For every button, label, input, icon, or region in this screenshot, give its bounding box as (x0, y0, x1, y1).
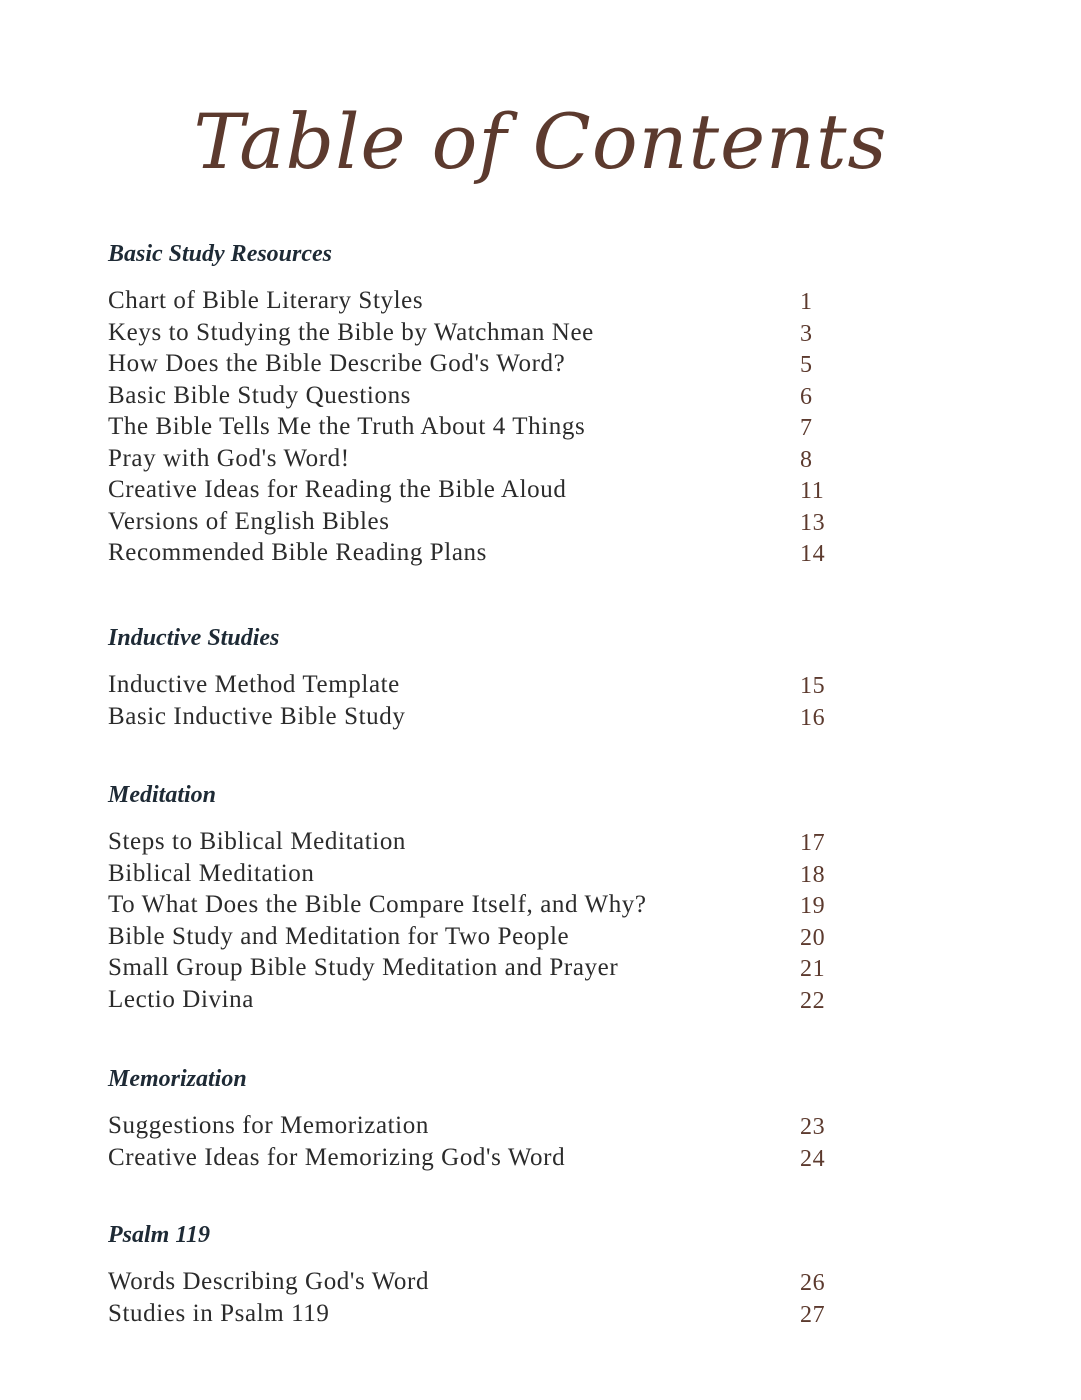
entry-page-number: 8 (800, 446, 813, 473)
section-heading: Psalm 119 (108, 1222, 211, 1248)
toc-entry[interactable] (108, 380, 848, 412)
section-heading: Basic Study Resources (108, 241, 333, 267)
toc-entry[interactable] (108, 826, 848, 858)
entry-title: Suggestions for Memorization (108, 1112, 429, 1139)
entry-title: Biblical Meditation (108, 859, 315, 887)
entry-page-number: 20 (800, 924, 826, 951)
entry-title: Basic Inductive Bible Study (108, 702, 406, 730)
toc-entry[interactable] (108, 701, 848, 733)
toc-entry[interactable] (108, 889, 848, 921)
entry-title: Lectio Divina (108, 985, 254, 1013)
entry-page-number: 16 (800, 704, 826, 731)
entry-title: Chart of Bible Literary Styles (108, 287, 424, 314)
toc-entry[interactable] (108, 474, 848, 506)
section-heading: Meditation (108, 782, 217, 808)
entry-title: To What Does the Bible Compare Itself, and Why? (108, 891, 647, 918)
toc-entry[interactable] (108, 285, 848, 317)
page-title: Table of Contents (193, 97, 888, 186)
entry-page-number: 19 (800, 893, 826, 919)
entry-page-number: 21 (800, 956, 826, 982)
entry-page-number: 15 (800, 673, 826, 699)
toc-entry[interactable] (108, 952, 848, 984)
section-meditation (108, 780, 848, 1015)
entry-title: Small Group Bible Study Meditation and Prayer (108, 954, 619, 981)
entry-title: The Bible Tells Me the Truth About 4 Things (108, 413, 586, 440)
toc-entry[interactable] (108, 411, 848, 443)
entry-title: How Does the Bible Describe God's Word? (108, 350, 566, 377)
entry-page-number: 26 (800, 1270, 826, 1296)
toc-entry[interactable] (108, 348, 848, 380)
entry-title: Keys to Studying the Bible by Watchman Nee (108, 318, 594, 346)
entry-title: Pray with God's Word! (108, 444, 350, 472)
section-inductive-studies (108, 623, 848, 732)
entry-title: Versions of English Bibles (108, 507, 390, 535)
entry-page-number: 18 (800, 861, 826, 888)
toc-entry[interactable] (108, 669, 848, 701)
entry-title: Inductive Method Template (108, 671, 400, 698)
toc-entry[interactable] (108, 317, 848, 349)
toc-entry[interactable] (108, 1266, 848, 1298)
entry-title: Steps to Biblical Meditation (108, 828, 407, 855)
toc-entry[interactable] (108, 443, 848, 475)
entry-page-number: 6 (800, 383, 813, 410)
entry-page-number: 17 (800, 830, 826, 856)
entry-title: Bible Study and Meditation for Two People (108, 922, 570, 950)
section-memorization (108, 1064, 848, 1173)
entry-title: Creative Ideas for Reading the Bible Aloud (108, 476, 567, 503)
section-basic-study-resources (108, 239, 848, 569)
entry-page-number: 13 (800, 509, 826, 536)
entry-page-number: 22 (800, 987, 826, 1014)
entry-page-number: 23 (800, 1114, 826, 1140)
section-psalm-119 (108, 1220, 848, 1329)
entry-page-number: 14 (800, 541, 826, 567)
toc-entry[interactable] (108, 506, 848, 538)
entry-page-number: 7 (800, 415, 813, 441)
toc-entry[interactable] (108, 984, 848, 1016)
entry-title: Studies in Psalm 119 (108, 1299, 330, 1327)
entry-page-number: 5 (800, 352, 813, 378)
entry-page-number: 27 (800, 1301, 826, 1328)
entry-title: Recommended Bible Reading Plans (108, 539, 487, 566)
entry-page-number: 3 (800, 320, 813, 347)
section-heading: Memorization (108, 1066, 247, 1092)
toc-entry[interactable] (108, 1110, 848, 1142)
toc-entry[interactable] (108, 921, 848, 953)
entry-page-number: 1 (800, 289, 813, 315)
entry-page-number: 24 (800, 1145, 826, 1172)
section-heading: Inductive Studies (108, 625, 280, 651)
toc-entry[interactable] (108, 1298, 848, 1330)
entry-title: Creative Ideas for Memorizing God's Word (108, 1143, 566, 1171)
toc-entry[interactable] (108, 537, 848, 569)
entry-page-number: 11 (800, 478, 825, 504)
toc-entry[interactable] (108, 858, 848, 890)
entry-title: Basic Bible Study Questions (108, 381, 412, 409)
toc-entry[interactable] (108, 1142, 848, 1174)
entry-title: Words Describing God's Word (108, 1268, 430, 1295)
